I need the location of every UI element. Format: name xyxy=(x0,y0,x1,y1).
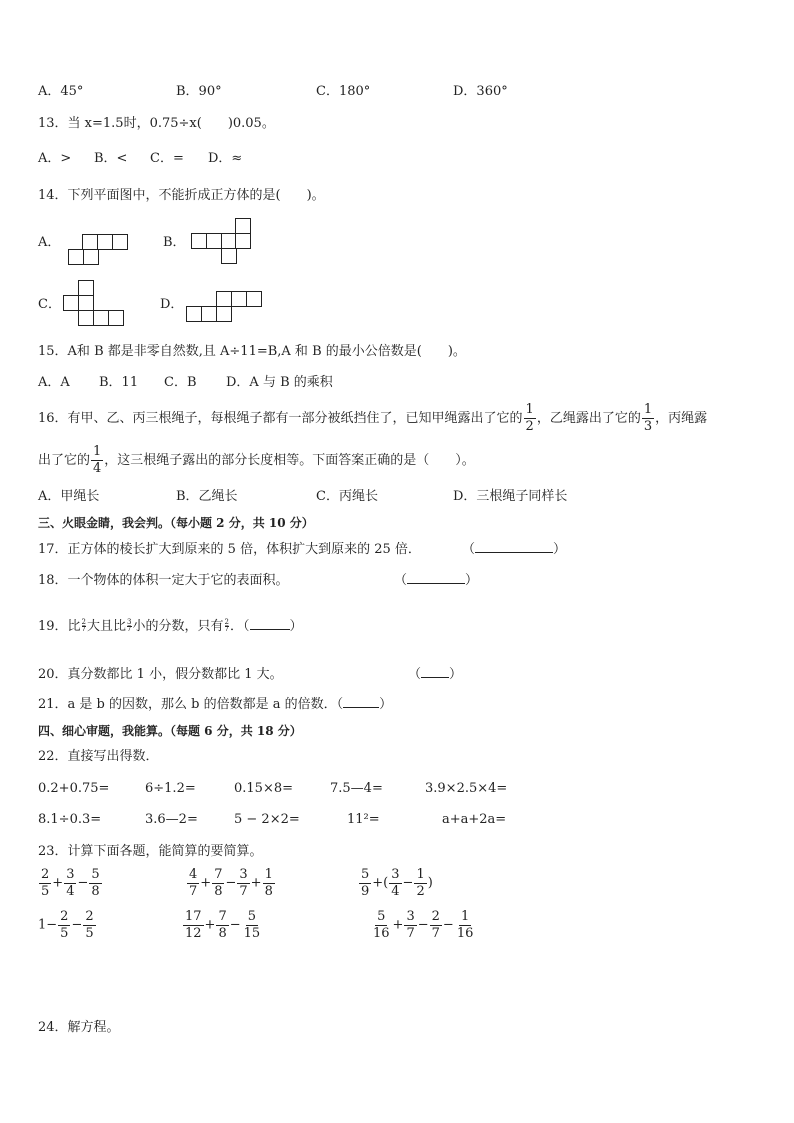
q19-fraction-3: $\frac{2}{7}$ xyxy=(224,618,229,633)
q15-option-b: B．11 xyxy=(99,375,139,390)
q14-net-c xyxy=(63,280,127,330)
q19-line: 19．比 $\frac{2}{7}$ 大且比 $\frac{3}{7}$ 小的分数，只有 $\frac{2}{7}$ ．（ ） xyxy=(38,618,303,634)
q19-answer-blank[interactable] xyxy=(250,629,290,630)
q16-fraction-quarter: $\frac{1}{4}$ xyxy=(93,444,102,476)
q22-calc-4: 7.5—4= xyxy=(330,781,383,796)
q18-text: 18．一个物体的体积一定大于它的表面积。 xyxy=(38,573,289,588)
q13-option-a: A．> xyxy=(38,151,72,166)
q14-net-a xyxy=(68,234,132,268)
q15-option-a: A．A xyxy=(38,375,70,390)
q19-fraction-1: $\frac{2}{7}$ xyxy=(81,618,87,633)
q20-text: 20．真分数都比 1 小，假分数都比 1 大。 xyxy=(38,667,283,682)
q21-answer-blank[interactable] xyxy=(343,707,379,708)
q22-calc-2: 6÷1.2= xyxy=(145,781,196,796)
q22-calc-9: 11²= xyxy=(347,812,380,827)
q22-calc-10: a+a+2a= xyxy=(442,812,507,827)
q22-calc-1: 0.2+0.75= xyxy=(38,781,110,796)
q15-stem: 15．A和 B 都是非零自然数,且 A÷11=B,A 和 B 的最小公倍数是( )。 xyxy=(38,344,466,359)
q14-label-c: C． xyxy=(38,297,61,312)
q24-stem: 24．解方程。 xyxy=(38,1020,120,1035)
q23-expr-5: $\frac{17}{12}$ + $\frac{7}{8}$ − $\frac{5}{15}$ xyxy=(185,909,261,941)
q22-calc-8: 5 − 2×2= xyxy=(234,812,300,827)
q22-stem: 22．直接写出得数． xyxy=(38,749,159,764)
q16-text-2: ，乙绳露出了它的 xyxy=(536,411,641,426)
q14-label-d: D． xyxy=(160,297,184,312)
q14-label-b: B． xyxy=(163,235,186,250)
q16-option-c: C．丙绳长 xyxy=(316,489,378,504)
q15-option-d: D．A 与 B 的乘积 xyxy=(226,375,333,390)
q20-answer-blank[interactable] xyxy=(421,677,449,678)
q19-fraction-2: $\frac{3}{7}$ xyxy=(127,618,132,633)
q14-stem: 14．下列平面图中，不能折成正方体的是( )。 xyxy=(38,188,325,203)
q17-answer-blank[interactable] xyxy=(475,552,553,553)
q16-text-5: ，这三根绳子露出的部分长度相等。下面答案正确的是（ ）。 xyxy=(104,453,475,468)
q13-option-b: B．< xyxy=(94,151,128,166)
q16-text-3: ，丙绳露 xyxy=(655,411,708,426)
q23-expr-1: $\frac{2}{5}$ + $\frac{3}{4}$ − $\frac{5}{8}$ xyxy=(41,867,100,899)
q16-fraction-third: $\frac{1}{3}$ xyxy=(643,402,653,434)
q16-text-4: 出了它的 xyxy=(38,453,91,468)
q22-calc-6: 8.1÷0.3= xyxy=(38,812,102,827)
q16-fraction-half: $\frac{1}{2}$ xyxy=(525,402,534,434)
q14-net-b xyxy=(191,218,255,268)
q17-text: 17．正方体的棱长扩大到原来的 5 倍，体积扩大到原来的 25 倍． xyxy=(38,542,421,557)
q22-calc-5: 3.9×2.5×4= xyxy=(425,781,508,796)
q20-answer: （ ） xyxy=(408,667,463,682)
q12-option-d: D．360° xyxy=(453,84,508,99)
q16-option-b: B．乙绳长 xyxy=(176,489,238,504)
q16-option-d: D．三根绳子同样长 xyxy=(453,489,568,504)
q16-option-a: A．甲绳长 xyxy=(38,489,100,504)
q23-stem: 23．计算下面各题，能简算的要简算。 xyxy=(38,844,263,859)
q22-calc-7: 3.6—2= xyxy=(145,812,198,827)
section-3-heading: 三、火眼金睛，我会判。（每小题 2 分，共 10 分） xyxy=(38,516,314,530)
q12-option-c: C．180° xyxy=(316,84,371,99)
q21-line: 21．a 是 b 的因数，那么 b 的倍数都是 a 的倍数．（ ） xyxy=(38,697,393,712)
q14-net-d xyxy=(186,291,266,325)
q17-answer: （ ） xyxy=(462,542,567,557)
q18-answer: （ ） xyxy=(394,573,479,588)
q13-stem: 13．当 x=1.5时，0.75÷x( )0.05。 xyxy=(38,116,275,131)
q13-option-c: C．= xyxy=(150,151,184,166)
section-4-heading: 四、细心审题，我能算。（每题 6 分，共 18 分） xyxy=(38,724,302,738)
q15-option-c: C．B xyxy=(164,375,197,390)
q13-option-d: D．≈ xyxy=(208,151,243,166)
q16-line-1 xyxy=(38,402,707,436)
q14-label-a: A． xyxy=(38,235,61,250)
q16-line-2 xyxy=(38,444,475,478)
q12-option-b: B．90° xyxy=(176,84,222,99)
q16-text-1: 16．有甲、乙、丙三根绳子，每根绳子都有一部分被纸挡住了，已知甲绳露出了它的 xyxy=(38,411,523,426)
q23-expr-6: $\frac{5}{16}$ + $\frac{3}{7}$ − $\frac{2}{7}$ − $\frac{1}{16}$ xyxy=(373,909,474,941)
q23-expr-3: $\frac{5}{9}$ +( $\frac{3}{4}$ − $\frac{1}{2}$ ) xyxy=(361,867,433,899)
q22-calc-3: 0.15×8= xyxy=(234,781,294,796)
q23-expr-4: 1− $\frac{2}{5}$ − $\frac{2}{5}$ xyxy=(38,909,94,941)
q18-answer-blank[interactable] xyxy=(407,583,465,584)
q12-option-a: A．45° xyxy=(38,84,84,99)
q23-expr-2: $\frac{4}{7}$ + $\frac{7}{8}$ − $\frac{3}{7}$ + $\frac{1}{8}$ xyxy=(189,867,273,899)
